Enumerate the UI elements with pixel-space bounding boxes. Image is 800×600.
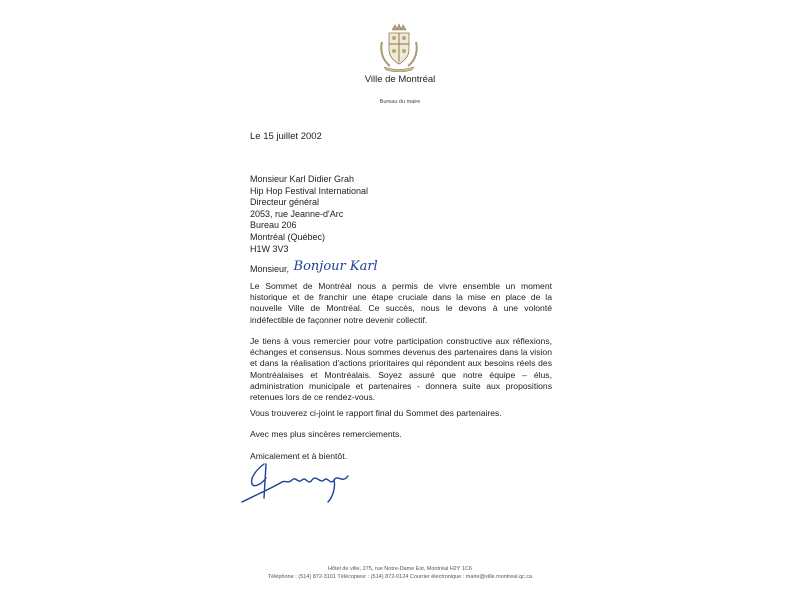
handwritten-signature xyxy=(238,458,356,508)
body-paragraph: Le Sommet de Montréal nous a permis de vivre ensemble un moment historique et de franchir une étape cruciale dans la mise en place de la nouvelle Ville de Montréal. Ce succès, nous le devons à une volonté indéfectible de façonner notre devenir collectif. xyxy=(250,281,552,325)
recipient-title: Directeur général xyxy=(250,197,320,208)
city-coat-of-arms-icon xyxy=(376,22,422,72)
recipient-postal-code: H1W 3V3 xyxy=(250,243,289,254)
recipient-name: Monsieur Karl Didier Grah xyxy=(250,174,355,184)
letter-page xyxy=(200,0,600,600)
body-paragraph: Vous trouverez ci-joint le rapport final du Sommet des partenaires. xyxy=(250,408,502,418)
salutation-handwritten: Bonjour Karl xyxy=(293,259,378,274)
closing-line: Amicalement et à bientôt. xyxy=(250,451,347,461)
recipient-organization: Hip Hop Festival International xyxy=(250,185,369,196)
letterhead-office: Bureau du maire xyxy=(379,99,421,105)
recipient-address xyxy=(250,174,368,255)
recipient-suite: Bureau 206 xyxy=(250,220,297,231)
body-paragraph: Avec mes plus sincères remerciements. xyxy=(250,429,402,439)
letterhead-city-name: Ville de Montréal xyxy=(364,74,436,85)
salutation-printed: Monsieur, xyxy=(250,264,290,274)
footer-contact: Téléphone : (514) 872-3101 Télécopieur : (514) 872-0124 Courrier électronique : maire@ville.montreal.qc.ca xyxy=(267,574,533,580)
body-paragraph: Je tiens à vous remercier pour votre participation constructive aux réflexions, échanges et consensus. Nous sommes devenus des partenaires dans la vision et dans la réalisation d'actions prioritaires qui répondent aux besoins réels des Montréalaises et Montréalais. Soyez assuré que notre équipe – élus, administration municipale et partenaires - donnera suite aux propositions retenues lors de ce rendez-vous. xyxy=(250,336,552,403)
letter-date: Le 15 juillet 2002 xyxy=(250,131,322,142)
recipient-city: Montréal (Québec) xyxy=(250,231,326,242)
salutation xyxy=(250,261,378,276)
footer-address: Hôtel de ville, 275, rue Notre-Dame Est, Montréal H2Y 1C6 xyxy=(328,566,472,572)
recipient-street: 2053, rue Jeanne-d'Arc xyxy=(250,208,344,219)
